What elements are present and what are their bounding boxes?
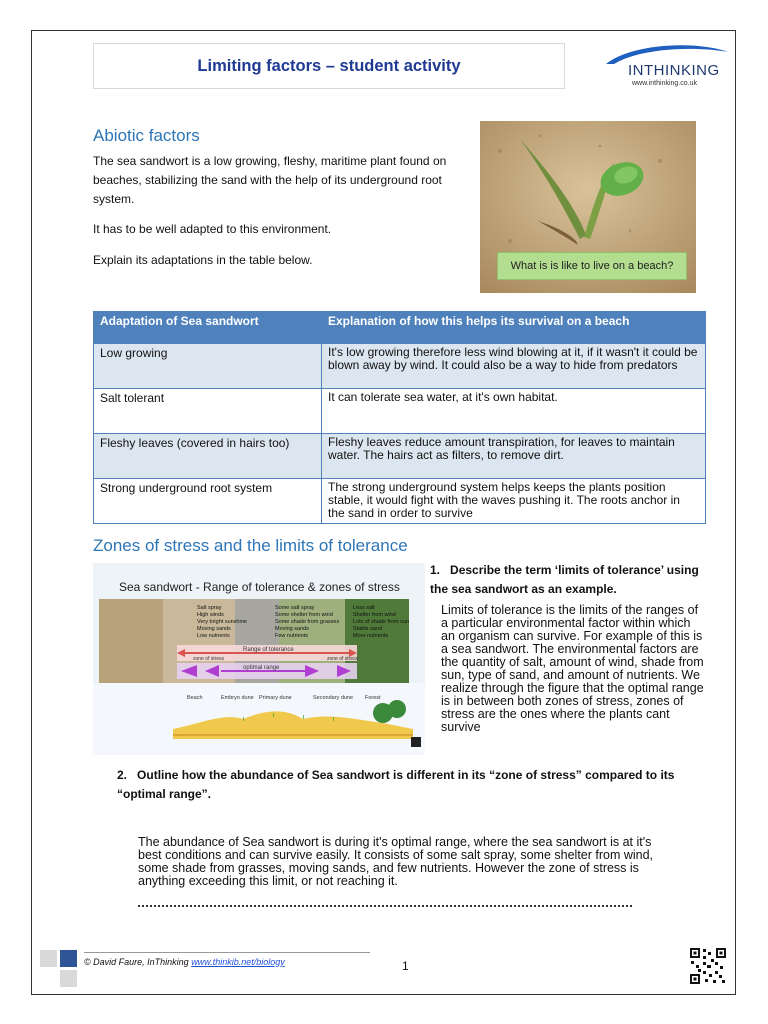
table-header-row xyxy=(94,312,706,344)
fig-left-item: Low nutrients xyxy=(197,633,230,639)
question-text: Outline how the abundance of Sea sandwort is different in its “zone of stress” compared to its “optimal range”. xyxy=(117,768,675,801)
fig-zone-label: Secondary dune xyxy=(313,695,354,701)
adaptation-cell: Fleshy leaves (covered in hairs too) xyxy=(94,434,322,479)
fig-zone-label: Beach xyxy=(187,695,203,701)
fig-right-item: Stable sand xyxy=(353,626,383,632)
fig-optimal-label: optimal range xyxy=(243,665,280,671)
fig-left-item: Very bright sunshine xyxy=(197,619,247,625)
fig-right-item: Lots of shade from sun xyxy=(353,619,409,625)
fig-left-item: High winds xyxy=(197,612,224,618)
abiotic-heading: Abiotic factors xyxy=(93,126,200,145)
copyright-text: © David Faure, InThinking xyxy=(84,957,192,967)
col-header-explanation: Explanation of how this helps its survival on a beach xyxy=(322,312,706,344)
fig-right-item: More nutrients xyxy=(353,633,389,639)
adaptation-table xyxy=(93,311,706,524)
logo-text: INTHINKING xyxy=(628,62,720,79)
explanation-cell[interactable]: It's low growing therefore less wind blowing at it, if it wasn't it could be blown away by wind. It could also be a way to hide from predators xyxy=(322,344,706,389)
explanation-cell[interactable]: It can tolerate sea water, at it's own habitat. xyxy=(322,389,706,434)
qr-code xyxy=(689,947,727,985)
footer-link[interactable]: www.thinkib.net/biology xyxy=(191,957,285,967)
question-2 xyxy=(117,766,717,804)
fig-middle-item: Some salt spray xyxy=(275,605,315,611)
footer-squares-logo xyxy=(40,950,80,988)
adaptation-cell: Low growing xyxy=(94,344,322,389)
table-row xyxy=(94,434,706,479)
fig-zone-label: Forest xyxy=(365,695,381,701)
table-row xyxy=(94,389,706,434)
explanation-cell[interactable]: Fleshy leaves reduce amount transpiration, for leaves to maintain water. The hairs act as filters, to remove dirt. xyxy=(322,434,706,479)
answer-2[interactable]: The abundance of Sea sandwort is during it's optimal range, where the sea sandwort is at it's best conditions and can survive easily. It consists of some salt spray, some shelter from wind, some shade from grasses, moving sands, and few nutrients. However the zone of stress is anything exceeding this limit, or not reaching it. xyxy=(138,835,654,888)
page-number: 1 xyxy=(402,959,409,973)
fig-middle-item: Some shade from grasses xyxy=(275,619,340,625)
fig-stress-right: zone of stress xyxy=(327,656,359,662)
zones-heading: Zones of stress and the limits of tolerance xyxy=(93,536,408,555)
explanation-cell[interactable]: The strong underground system helps keeps the plants position stable, it would fight with the waves pushing it. The roots anchor in the sand in order to survive xyxy=(322,479,706,524)
fig-right-item: Shelter from wind xyxy=(353,612,396,618)
footer-rule xyxy=(84,952,370,953)
fig-range-label: Range of tolerance xyxy=(243,647,294,653)
col-header-adaptation: Adaptation of Sea sandwort xyxy=(94,312,322,344)
tolerance-figure xyxy=(93,563,425,755)
fig-middle-item: Few nutrients xyxy=(275,633,309,639)
question-text: Describe the term ‘limits of tolerance’ using the sea sandwort as an example. xyxy=(430,563,699,596)
fig-left-item: Salt spray xyxy=(197,605,222,611)
page-title: Limiting factors – student activity xyxy=(197,56,461,75)
fig-zone-label: Primary dune xyxy=(259,695,292,701)
logo-url: www.inthinking.co.uk xyxy=(632,80,697,87)
fig-middle-item: Moving sands xyxy=(275,626,309,632)
question-1 xyxy=(430,561,720,599)
question-number: 1. xyxy=(430,563,441,577)
question-number: 2. xyxy=(117,768,128,782)
adaptation-cell: Salt tolerant xyxy=(94,389,322,434)
table-row xyxy=(94,479,706,524)
abiotic-adapted: It has to be well adapted to this environment. xyxy=(93,222,332,236)
table-row xyxy=(94,344,706,389)
abiotic-instruction: Explain its adaptations in the table below. xyxy=(93,253,313,267)
fig-left-item: Moving sands xyxy=(197,626,231,632)
abiotic-intro: The sea sandwort is a low growing, fleshy, maritime plant found on beaches, stabilizing the sand with the help of its underground root system. xyxy=(93,154,447,206)
dotted-answer-line xyxy=(138,905,632,907)
fig-stress-left: zone of stress xyxy=(193,656,225,662)
title-box xyxy=(93,43,565,89)
adaptation-cell: Strong underground root system xyxy=(94,479,322,524)
fig-right-item: Less salt xyxy=(353,605,375,611)
answer-1[interactable]: Limits of tolerance is the limits of the ranges of a particular environmental factor within which an organism can survive. For example of this is a sea sandwort. The environmental factors are the quantity of salt, amount of wind, shade from sun, type of sand, and amount of nutrients. We realize through the figure that the optimal range is in between both zones of stress, zones of stress are the ones where the plants cant survive xyxy=(441,603,704,734)
footer-copyright xyxy=(84,957,285,967)
fig-zone-label: Embryo dune xyxy=(221,695,254,701)
fig-middle-item: Some shelter from wind xyxy=(275,612,333,618)
photo-caption: What is is like to live on a beach? xyxy=(497,252,687,280)
figure-title: Sea sandwort - Range of tolerance & zones of stress xyxy=(119,580,400,594)
